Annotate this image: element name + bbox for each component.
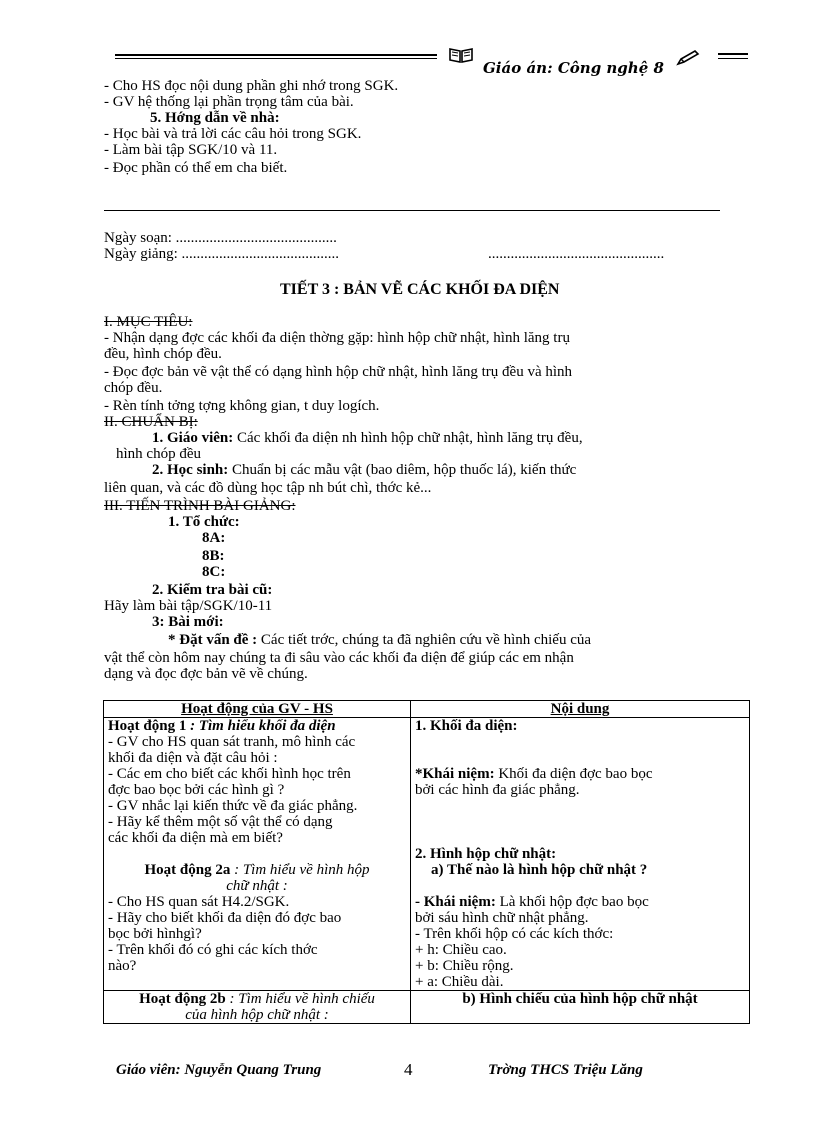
objective-line-1: - Nhận dạng đợc các khối đa diện thờng gặp: hình hộp chữ nhật, hình lăng trụ — [104, 330, 570, 346]
concept-text: Khối đa diện đợc bao bọc — [498, 766, 653, 782]
footer-school: Trờng THCS Triệu Lăng — [488, 1062, 643, 1078]
act2a-italic: : Tìm hiểu về hình hộp — [234, 862, 370, 878]
prep-heading: II. CHUẨN BỊ: — [104, 414, 198, 430]
process-check: 2. Kiểm tra bài cũ: — [152, 582, 273, 598]
intro-line-6: - Đọc phần có thể em cha biết. — [104, 160, 288, 176]
concept2-label: - Khái niệm: — [415, 894, 496, 910]
prep-teacher-label: 1. Giáo viên: — [152, 430, 234, 446]
objective-line-5: - Rèn tính tởng tợng không gian, t duy logích. — [104, 398, 380, 414]
concept-text-2: bởi các hình đa giác phẳng. — [415, 782, 580, 798]
act1-line-3: - Các em cho biết các khối hình học trên — [108, 766, 351, 782]
prep-student-text-2: liên quan, và các đồ dùng học tập nh bút chì, thớc kẻ... — [104, 480, 432, 496]
homework-heading: 5. Hớng dẫn về nhà: — [150, 110, 280, 126]
process-org: 1. Tổ chức: — [168, 514, 240, 530]
act2a-line-4: - Trên khối đó có ghi các kích thớc — [108, 942, 318, 958]
col2-header: Nội dung — [411, 701, 750, 718]
row1-left — [104, 718, 411, 991]
section-separator — [104, 210, 720, 211]
act2a-bold: Hoạt động 2a — [144, 862, 231, 878]
objectives-heading: I. MỤC TIÊU: — [104, 314, 193, 330]
act2b-italic: : Tìm hiểu về hình chiếu — [229, 991, 375, 1007]
header-rule-right — [718, 53, 748, 55]
hinh-chieu-heading: b) Hình chiếu của hình hộp chữ nhật — [462, 991, 698, 1007]
act1-line-2: khối đa diện và đặt câu hỏi : — [108, 750, 278, 766]
class-8b: 8B: — [202, 548, 225, 564]
process-problem-2: vật thể còn hôm nay chúng ta đi sâu vào các khối đa diện để giúp các em nhận — [104, 650, 574, 666]
process-heading: III. TIẾN TRÌNH BÀI GIẢNG: — [104, 498, 296, 514]
problem-text: Các tiết trớc, chúng ta đã nghiên cứu về hình chiếu của — [260, 632, 592, 648]
right-line-3: + h: Chiều cao. — [415, 942, 507, 958]
act1-bold: Hoạt động 1 — [108, 718, 187, 734]
activity-table — [103, 700, 750, 1024]
col1-header: Hoạt động của GV - HS — [104, 701, 411, 718]
footer-teacher: Giáo viên: Nguyễn Quang Trung — [116, 1062, 322, 1078]
act1-italic: : Tìm hiểu khối đa diện — [190, 718, 336, 734]
header-rule-left-thin — [115, 58, 437, 59]
act2a-line-1: - Cho HS quan sát H4.2/SGK. — [108, 894, 290, 910]
act2b-bold: Hoạt động 2b — [139, 991, 226, 1007]
act1-line-6: - Hãy kể thêm một số vật thể có dạng — [108, 814, 333, 830]
right-line-1: bởi sáu hình chữ nhật phẳng. — [415, 910, 589, 926]
prep-teacher-text: Các khối đa diện nh hình hộp chữ nhật, hình lăng trụ đều, — [237, 430, 583, 446]
class-8c: 8C: — [202, 564, 226, 580]
date-soan: Ngày soạn: ........................................... — [104, 230, 337, 246]
prep-student-label: 2. Học sinh: — [152, 462, 229, 478]
act2a-line-2: - Hãy cho biết khối đa diện đó đợc bao — [108, 910, 342, 926]
row2-left — [104, 991, 411, 1024]
problem-label: * Đặt vấn đề : — [168, 632, 258, 648]
act1-line-7: các khối đa diện mà em biết? — [108, 830, 283, 846]
row2-right — [411, 991, 750, 1024]
objective-line-3: - Đọc đợc bản vẽ vật thể có dạng hình hộp chữ nhật, hình lăng trụ đều và hình — [104, 364, 573, 380]
hinh-hop-heading: 2. Hình hộp chữ nhật: — [415, 846, 557, 862]
prep-student-text: Chuẩn bị các mẫu vật (bao diêm, hộp thuốc lá), kiến thức — [232, 462, 577, 478]
intro-line-2: - GV hệ thống lại phần trọng tâm của bài. — [104, 94, 354, 110]
objective-line-2: đều, hình chóp đều. — [104, 346, 222, 362]
intro-line-4: - Học bài và trả lời các câu hỏi trong SGK. — [104, 126, 362, 142]
process-new: 3: Bài mới: — [152, 614, 224, 630]
date-giang: Ngày giảng: .......................................... — [104, 246, 339, 262]
act2a-line-3: bọc bởi hìnhgì? — [108, 926, 202, 942]
act1-line-1: - GV cho HS quan sát tranh, mô hình các — [108, 734, 356, 750]
prep-teacher-text-2: hình chóp đều — [116, 446, 201, 462]
act2a-italic-2: chữ nhật : — [226, 878, 288, 894]
header-rule-left — [115, 54, 437, 56]
right-line-4: + b: Chiều rộng. — [415, 958, 514, 974]
hinh-hop-sub: a) Thế nào là hình hộp chữ nhật ? — [431, 862, 648, 878]
book-icon — [448, 46, 474, 64]
act2a-line-5: nào? — [108, 958, 137, 974]
process-check-text: Hãy làm bài tập/SGK/10-11 — [104, 598, 273, 614]
concept-label: *Khái niệm: — [415, 766, 495, 782]
lesson-title: TIẾT 3 : BẢN VẼ CÁC KHỐI ĐA DIỆN — [280, 281, 560, 298]
khoi-da-dien-heading: 1. Khối đa diện: — [415, 718, 518, 734]
date-extra: ............................................... — [488, 246, 665, 262]
header-title: Giáo án: Công nghệ 8 — [483, 59, 664, 77]
act1-line-4: đợc bao bọc bởi các hình gì ? — [108, 782, 285, 798]
act2b-italic-2: của hình hộp chữ nhật : — [185, 1007, 329, 1023]
intro-line-1: - Cho HS đọc nội dung phần ghi nhớ trong SGK. — [104, 78, 399, 94]
prep-teacher — [152, 430, 583, 446]
header-rule-right-thin — [718, 58, 748, 59]
pencil-icon — [676, 50, 700, 66]
objective-line-4: chóp đều. — [104, 380, 163, 396]
class-8a: 8A: — [202, 530, 226, 546]
process-problem — [168, 632, 591, 648]
prep-student — [152, 462, 576, 478]
process-problem-3: dạng và đọc đợc bản vẽ về chúng. — [104, 666, 308, 682]
footer-page: 4 — [404, 1060, 413, 1079]
intro-line-5: - Làm bài tập SGK/10 và 11. — [104, 142, 278, 158]
concept2-text: Là khối hộp đợc bao bọc — [499, 894, 649, 910]
right-line-2: - Trên khối hộp có các kích thớc: — [415, 926, 614, 942]
row1-right — [411, 718, 750, 991]
act1-line-5: - GV nhắc lại kiến thức về đa giác phẳng. — [108, 798, 358, 814]
right-line-5: + a: Chiều dài. — [415, 974, 504, 990]
